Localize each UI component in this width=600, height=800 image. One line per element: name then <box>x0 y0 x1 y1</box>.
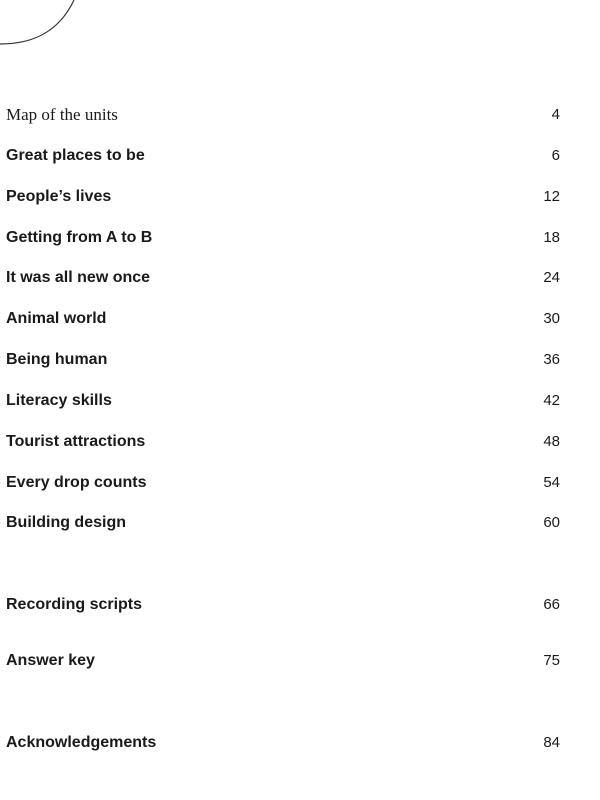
toc-entry-every-drop-counts[interactable] <box>0 470 600 496</box>
toc-entry-page: 60 <box>543 514 560 531</box>
toc-entry-title: Literacy skills <box>6 392 112 409</box>
toc-entry-title: It was all new once <box>6 269 151 286</box>
toc-entry-animal-world[interactable] <box>0 306 600 332</box>
toc-entry-all-new-once[interactable] <box>0 265 600 291</box>
toc-entry-page: 12 <box>543 188 560 205</box>
toc-entry-map-of-units[interactable] <box>0 102 600 128</box>
toc-entry-title: Tourist attractions <box>6 433 146 450</box>
toc-entry-page: 48 <box>543 433 560 450</box>
toc-entry-title: Great places to be <box>6 147 145 164</box>
toc-entry-page: 6 <box>551 147 560 164</box>
decorative-arc <box>0 0 100 60</box>
toc-entry-title: Acknowledgements <box>6 734 157 751</box>
toc-entry-getting-a-to-b[interactable] <box>0 225 600 251</box>
toc-entry-page: 36 <box>543 351 560 368</box>
toc-entry-page: 42 <box>543 392 560 409</box>
toc-entry-page: 84 <box>543 734 560 751</box>
toc-entry-title: Map of the units <box>6 105 118 124</box>
toc-entry-tourist-attractions[interactable] <box>0 429 600 455</box>
toc-entry-page: 4 <box>551 106 560 123</box>
toc-entry-title: Building design <box>6 514 126 531</box>
toc-entry-building-design[interactable] <box>0 510 600 536</box>
toc-entry-page: 30 <box>543 310 560 327</box>
toc-entry-title: Animal world <box>6 310 107 327</box>
toc-entry-title: Being human <box>6 351 108 368</box>
toc-entry-page: 66 <box>543 596 560 613</box>
toc-entry-title: People’s lives <box>6 188 112 205</box>
toc-entry-great-places[interactable] <box>0 143 600 169</box>
toc-entry-being-human[interactable] <box>0 347 600 373</box>
toc-entry-acknowledgements[interactable] <box>0 730 600 756</box>
toc-entry-page: 75 <box>543 652 560 669</box>
toc-entry-title: Recording scripts <box>6 596 143 613</box>
toc-entry-literacy-skills[interactable] <box>0 388 600 414</box>
toc-entry-answer-key[interactable] <box>0 648 600 674</box>
toc-entry-title: Every drop counts <box>6 474 147 491</box>
toc-entry-page: 54 <box>543 474 560 491</box>
toc-entry-peoples-lives[interactable] <box>0 184 600 210</box>
toc-entry-page: 24 <box>543 269 560 286</box>
toc-entry-page: 18 <box>543 229 560 246</box>
toc-entry-title: Getting from A to B <box>6 229 153 246</box>
toc-entry-recording-scripts[interactable] <box>0 592 600 618</box>
toc-entry-title: Answer key <box>6 652 95 669</box>
